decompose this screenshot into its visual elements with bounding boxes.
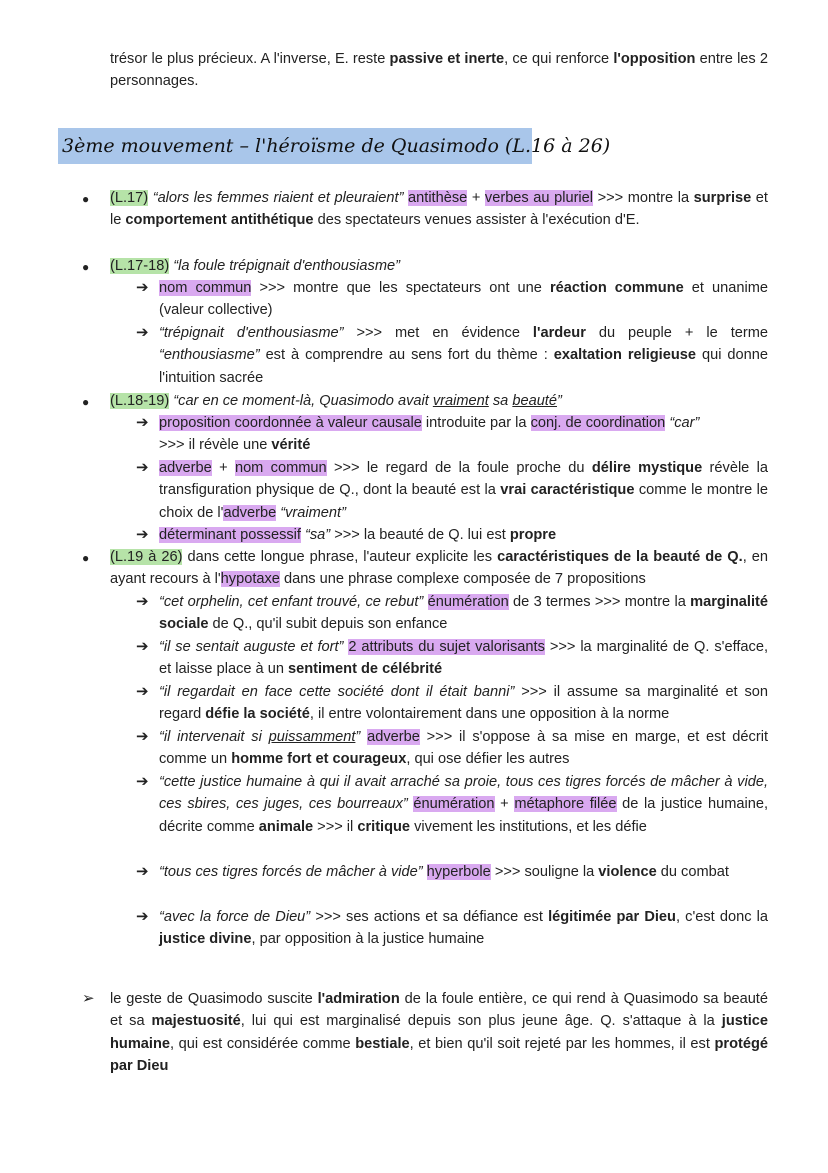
arrow-icon: ➔ <box>136 638 149 655</box>
sub-item: proposition coordonnée à valeur causale introduite par la conj. de coordination “car” >>> il révèle une vérité <box>159 415 700 454</box>
list-item-l17-18 <box>110 255 768 277</box>
section-heading: 3ème mouvement – l'héroïsme de Quasimodo (L.16 à 26) <box>58 128 532 164</box>
bullet-icon: ● <box>82 260 90 274</box>
highlight-term: verbes au pluriel <box>484 190 594 206</box>
sub-item: “tous ces tigres forcés de mâcher à vide” hyperbole >>> souligne la violence du combat <box>159 864 729 880</box>
bold-term: passive et inerte <box>389 51 505 67</box>
highlight-term: antithèse <box>408 190 468 206</box>
bullet-icon: ● <box>82 551 90 565</box>
arrowhead-bullet-icon: ➢ <box>82 990 95 1007</box>
arrow-icon: ➔ <box>136 728 149 745</box>
arrow-icon: ➔ <box>136 863 149 880</box>
arrow-icon: ➔ <box>136 683 149 700</box>
conclusion-paragraph: le geste de Quasimodo suscite l'admiration de la foule entière, ce qui rend à Quasimodo sa beauté et sa majestuosité, lui qui est marginalisé depuis son plus jeune âge. Q. s'attaque à la justice humaine, qui est considérée comme bestiale, et bien qu'il soit rejeté par les hommes, il est protégé par Dieu <box>110 991 768 1075</box>
bullet-icon: ● <box>82 192 90 206</box>
arrow-icon: ➔ <box>136 526 149 543</box>
sub-item: adverbe + nom commun >>> le regard de la foule proche du délire mystique révèle la transfiguration physique de Q., dont la beauté est la vrai caractéristique comme le montre le choix de l'adverbe “vraiment” <box>159 460 768 521</box>
line-ref: (L.18-19) <box>110 393 170 409</box>
list-item-l19-26: (L.19 à 26) dans cette longue phrase, l'auteur explicite les caractéristiques de la beauté de Q., en ayant recours à l'hypotaxe dans une phrase complexe composée de 7 propositions <box>110 549 769 588</box>
sub-item: “avec la force de Dieu” >>> ses actions et sa défiance est légitimée par Dieu, c'est donc la justice divine, par opposition à la justice humaine <box>159 909 768 948</box>
line-ref: (L.19 à 26) <box>110 549 183 565</box>
sub-item: “il regardait en face cette société dont il était banni” >>> il assume sa marginalité et son regard défie la société, il entre volontairement dans une opposition à la norme <box>159 684 769 723</box>
sub-item: déterminant possessif “sa” >>> la beauté de Q. lui est propre <box>159 527 557 543</box>
quote: “alors les femmes riaient et pleuraient” <box>152 190 404 206</box>
line-ref: (L.17-18) <box>110 258 170 274</box>
sub-item: “il intervenait si puissamment” adverbe >>> il s'oppose à sa mise en marge, et est décrit comme un homme fort et courageux, qui ose défier les autres <box>159 729 768 768</box>
sub-item: “cette justice humaine à qui il avait arraché sa proie, tous ces tigres forcés de mâcher à vide, ces sbires, ces juges, ces bourreaux” énumération + métaphore filée de la justice humaine, décrite comme animale >>> il critique vivement les institutions, et les défie <box>159 774 768 835</box>
arrow-icon: ➔ <box>136 324 149 341</box>
highlight-term: nom commun <box>159 280 252 296</box>
sub-item: “il se sentait auguste et fort” 2 attributs du sujet valorisants >>> la marginalité de Q. s'efface, et laisse place à un sentiment de célébrité <box>159 639 769 678</box>
quote: “la foule trépignait d'enthousiasme” <box>173 258 400 274</box>
quote: “car en ce moment-là, Quasimodo avait vraiment sa beauté” <box>173 393 562 409</box>
list-item-l18-19 <box>110 390 768 412</box>
list-item-l17: (L.17) “alors les femmes riaient et pleuraient” antithèse + verbes au pluriel >>> montre la surprise et le comportement antithétique des spectateurs venues assister à l'exécution d'E. <box>110 190 768 229</box>
bullet-icon: ● <box>82 395 90 409</box>
arrow-icon: ➔ <box>136 279 149 296</box>
arrow-icon: ➔ <box>136 593 149 610</box>
arrow-icon: ➔ <box>136 459 149 476</box>
sub-item: nom commun >>> montre que les spectateurs ont une réaction commune et unanime (valeur collective) <box>159 280 769 319</box>
arrow-icon: ➔ <box>136 908 149 925</box>
sub-item: “trépignait d'enthousiasme” >>> met en évidence l'ardeur du peuple + le terme “enthousiasme” est à comprendre au sens fort du thème : exaltation religieuse qui donne l'intuition sacrée <box>159 325 768 386</box>
arrow-icon: ➔ <box>136 773 149 790</box>
line-ref: (L.17) <box>110 190 149 206</box>
arrow-icon: ➔ <box>136 414 149 431</box>
bold-term: l'opposition <box>613 51 696 67</box>
intro-paragraph: trésor le plus précieux. A l'inverse, E. reste passive et inerte, ce qui renforce l'opposition entre les 2 personnages. <box>110 51 769 90</box>
sub-item: “cet orphelin, cet enfant trouvé, ce rebut” énumération de 3 termes >>> montre la marginalité sociale de Q., qu'il subit depuis son enfance <box>159 594 768 633</box>
